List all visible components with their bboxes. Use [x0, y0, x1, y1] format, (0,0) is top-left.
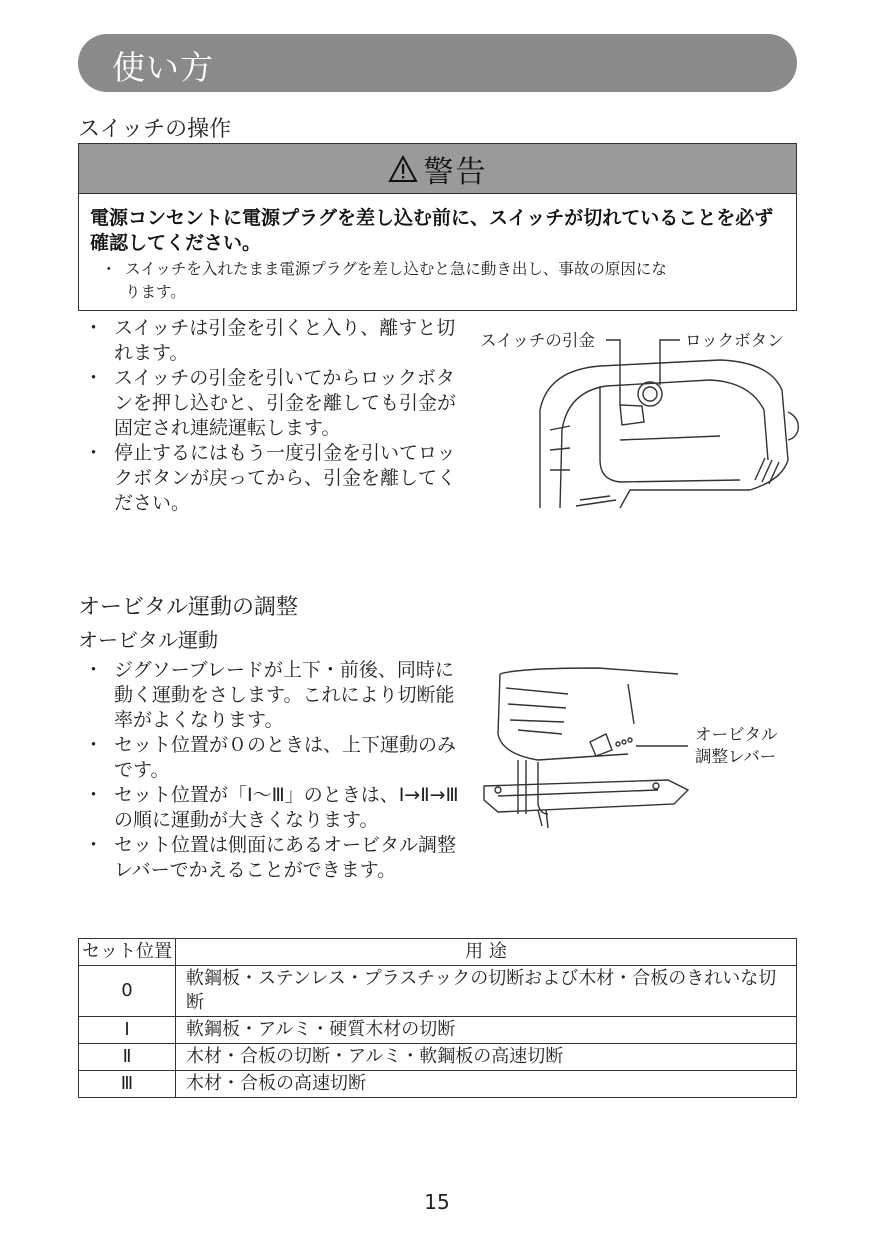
warning-detail-line1: スイッチを入れたまま電源プラグを差し込むと急に動き出し、事故の原因にな [125, 260, 667, 278]
warning-detail [101, 258, 791, 304]
table-cell-use: 木材・合板の高速切断 [176, 1071, 797, 1098]
table-cell-use: 軟鋼板・アルミ・硬質木材の切断 [176, 1017, 797, 1044]
figure-label-line2: 調整レバー [695, 747, 777, 766]
switch-bullet-list [78, 316, 460, 516]
list-item: ・ セット位置が「Ⅰ～Ⅲ」のときは、Ⅰ→Ⅱ→Ⅲの順に運動が大きくなります。 [84, 784, 459, 831]
table-cell-position: Ⅲ [79, 1071, 176, 1098]
warning-box [78, 143, 797, 311]
orbital-subtitle: オービタル運動 [78, 628, 218, 652]
table-cell-position: 0 [79, 966, 176, 1017]
table-cell-use: 軟鋼板・ステンレス・プラスチックの切断および木材・合板のきれいな切断 [176, 966, 797, 1017]
figure-label-line1: オービタル [695, 725, 778, 744]
table-row [79, 1017, 797, 1044]
warning-bold-text: 電源コンセントに電源プラグを差し込む前に、スイッチが切れていることを必ず確認してください。 [90, 207, 774, 254]
switch-figure [520, 330, 800, 512]
list-item: ・ セット位置は側面にあるオービタル調整レバーでかえることができます。 [84, 834, 457, 881]
warning-label: 警告 [423, 154, 488, 190]
list-item: ・ 停止するにはもう一度引金を引いてロックボタンが戻ってから、引金を離してください。 [84, 442, 457, 514]
section-banner [78, 34, 797, 92]
table-row [79, 1044, 797, 1071]
table-header-use: 用 途 [176, 939, 797, 966]
table-cell-position: Ⅰ [79, 1017, 176, 1044]
orbital-figure [478, 664, 698, 834]
figure-label-trigger: スイッチの引金 [480, 331, 595, 350]
warning-detail-line2: ります。 [125, 283, 186, 301]
figure-label-orbital-lever [695, 724, 778, 768]
table-header-row [79, 939, 797, 966]
table-cell-position: Ⅱ [79, 1044, 176, 1071]
banner-title: 使い方 [112, 48, 214, 87]
list-item: ・ ジグソーブレードが上下・前後、同時に動く運動をさします。これにより切断能率がよくなります。 [84, 659, 455, 731]
list-item: ・ スイッチは引金を引くと入り、離すと切れます。 [84, 317, 456, 364]
orbital-section-title: オービタル運動の調整 [78, 595, 299, 620]
list-item: ・ スイッチの引金を引いてからロックボタンを押し込むと、引金を離しても引金が固定され連続運転します。 [84, 367, 457, 439]
warning-triangle-icon [388, 155, 418, 183]
page-number: 15 [424, 1190, 450, 1214]
orbital-settings-table [78, 938, 797, 1098]
warning-bullet: ・ [101, 260, 117, 278]
table-cell-use: 木材・合板の切断・アルミ・軟鋼板の高速切断 [176, 1044, 797, 1071]
table-row [79, 1071, 797, 1098]
orbital-bullet-list [78, 658, 460, 883]
list-item: ・ セット位置が０のときは、上下運動のみです。 [84, 734, 457, 781]
figure-label-lock-button: ロックボタン [685, 331, 784, 350]
table-row [79, 966, 797, 1017]
switch-section-title: スイッチの操作 [78, 117, 232, 142]
warning-header [79, 144, 796, 194]
table-header-position: セット位置 [79, 939, 176, 966]
